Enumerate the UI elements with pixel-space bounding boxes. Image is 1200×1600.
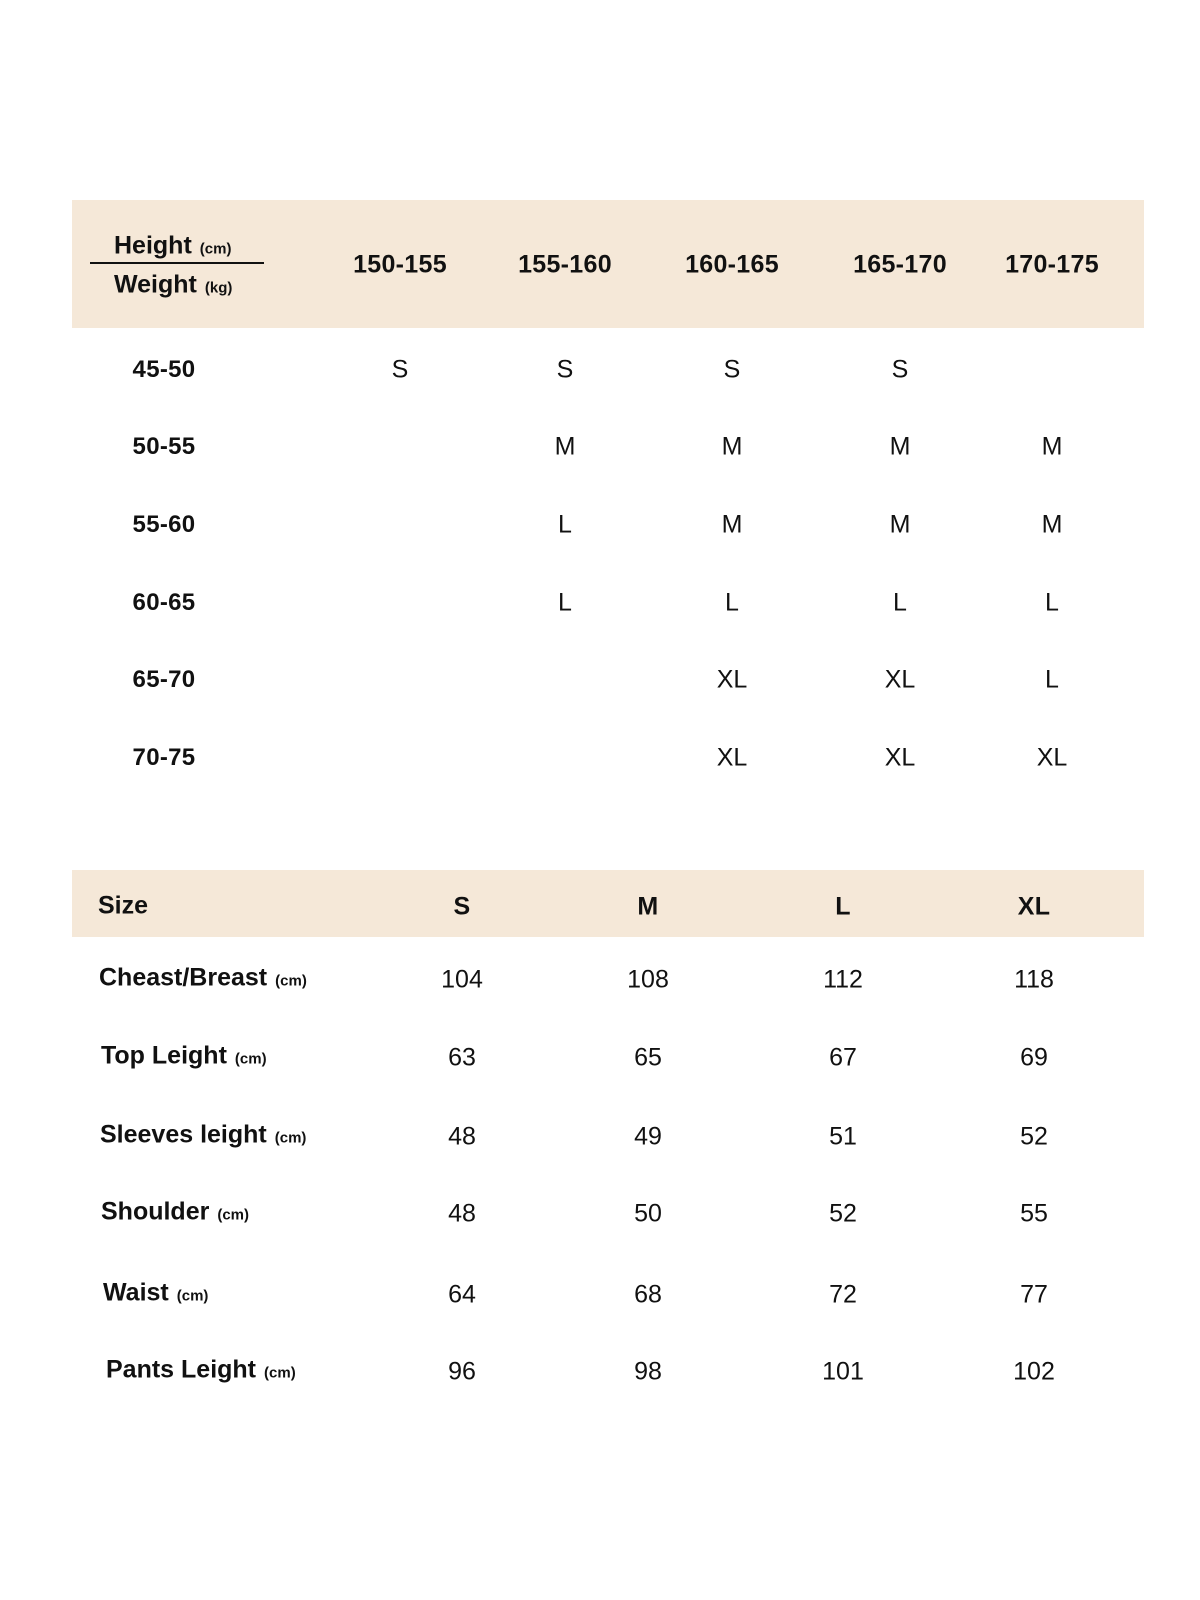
measurement-name: Pants Leight [106, 1355, 257, 1384]
size-cell: L [1045, 665, 1059, 694]
size-cell: XL [884, 665, 916, 694]
measurement-name: Top Leight [101, 1041, 227, 1070]
size-cell: M [554, 432, 576, 461]
measurement-unit: (cm) [217, 1206, 250, 1224]
size-cell: S [556, 355, 574, 384]
measurement-row-label [101, 1198, 249, 1227]
height-column-header: 160-165 [685, 250, 779, 279]
weight-unit: (kg) [204, 279, 233, 297]
measurement-value: 48 [448, 1199, 476, 1228]
size-cell: S [723, 355, 741, 384]
size-column-header: XL [1017, 892, 1051, 921]
size-column-header: M [637, 892, 659, 921]
measurement-row-label [99, 964, 307, 993]
measurement-unit: (cm) [275, 972, 307, 990]
size-cell: M [1041, 432, 1063, 461]
weight-header [114, 271, 232, 300]
measurement-row-label [103, 1279, 208, 1308]
measurement-name: Cheast/Breast [99, 963, 268, 992]
measurement-value: 118 [1014, 965, 1054, 994]
measurement-value: 52 [1020, 1122, 1048, 1151]
measurement-unit: (cm) [274, 1129, 307, 1147]
measurement-value: 50 [634, 1199, 662, 1228]
size-cell: M [721, 510, 743, 539]
height-column-header: 165-170 [853, 250, 947, 279]
weight-row-label: 50-55 [132, 433, 196, 460]
measurement-value: 72 [829, 1280, 857, 1309]
size-cell: M [889, 510, 911, 539]
measurement-value: 112 [823, 965, 863, 994]
measurement-value: 108 [627, 965, 669, 994]
size-cell: L [725, 588, 739, 617]
measurement-value: 52 [829, 1199, 857, 1228]
measurement-value: 55 [1020, 1199, 1048, 1228]
measurement-value: 64 [448, 1280, 476, 1309]
size-cell: L [1045, 588, 1059, 617]
weight-row-label: 45-50 [132, 356, 196, 383]
size-column-header: L [835, 892, 851, 921]
measurement-value: 96 [448, 1357, 476, 1386]
size-column-header: S [453, 892, 471, 921]
measurement-name: Sleeves leight [100, 1120, 267, 1149]
measurement-value: 63 [448, 1043, 476, 1072]
size-cell: S [391, 355, 409, 384]
measurement-row-label [101, 1042, 267, 1071]
measurement-value: 67 [829, 1043, 857, 1072]
height-header [114, 232, 231, 261]
measurement-value: 104 [441, 965, 483, 994]
weight-row-label: 70-75 [132, 744, 196, 771]
corner-divider [90, 262, 264, 264]
measurement-unit: (cm) [176, 1287, 209, 1305]
weight-label: Weight [114, 270, 197, 299]
measurement-value: 49 [634, 1122, 662, 1151]
size-cell: M [889, 432, 911, 461]
height-column-header: 155-160 [518, 250, 612, 279]
measurement-value: 69 [1020, 1043, 1048, 1072]
size-cell: L [558, 588, 572, 617]
measurement-unit: (cm) [264, 1364, 296, 1382]
measurement-unit: (cm) [234, 1050, 267, 1068]
size-cell: M [721, 432, 743, 461]
size-cell: M [1041, 510, 1063, 539]
measure-table-header-band [72, 870, 1144, 937]
size-cell: XL [716, 743, 748, 772]
size-cell: L [558, 510, 572, 539]
size-cell: L [893, 588, 907, 617]
measurement-row-label [106, 1356, 296, 1385]
measurement-name: Waist [103, 1278, 169, 1307]
height-label: Height [114, 231, 192, 260]
measurement-value: 102 [1013, 1357, 1055, 1386]
size-cell: XL [1036, 743, 1068, 772]
height-column-header: 150-155 [353, 250, 447, 279]
measurement-value: 65 [634, 1043, 662, 1072]
measurement-row-label [100, 1121, 306, 1150]
height-column-header: 170-175 [1005, 250, 1099, 279]
measurement-value: 48 [448, 1122, 476, 1151]
measurement-value: 98 [634, 1357, 662, 1386]
weight-row-label: 65-70 [132, 666, 196, 693]
size-cell: XL [884, 743, 916, 772]
size-cell: XL [716, 665, 748, 694]
measurement-name: Shoulder [101, 1197, 210, 1226]
size-cell: S [891, 355, 909, 384]
weight-row-label: 60-65 [132, 589, 196, 616]
size-header-label: Size [98, 891, 149, 920]
measurement-value: 101 [822, 1357, 864, 1386]
measurement-value: 77 [1020, 1280, 1048, 1309]
weight-row-label: 55-60 [132, 511, 196, 538]
measurement-value: 51 [829, 1122, 857, 1151]
height-unit: (cm) [199, 240, 232, 258]
measurement-value: 68 [634, 1280, 662, 1309]
